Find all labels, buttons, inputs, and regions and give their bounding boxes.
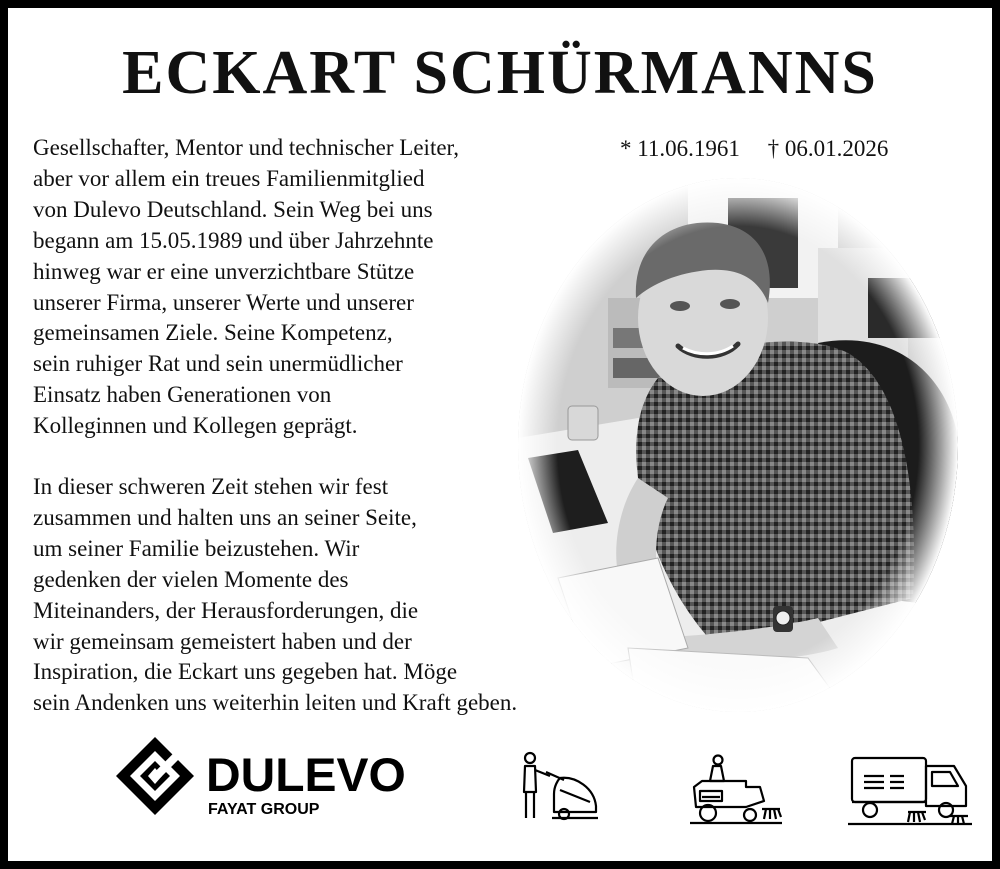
- life-dates: [620, 136, 888, 162]
- sweeper-truck-icon: [848, 752, 973, 826]
- walk-behind-scrubber-icon: [516, 750, 600, 822]
- obituary-notice: [8, 8, 992, 861]
- logo-wordmark: DULEVO: [206, 748, 406, 801]
- portrait-photo: [518, 178, 958, 713]
- tribute-paragraph-2: In dieser schweren Zeit stehen wir fest zusammen und halten uns an seiner Seite, um seiner Familie beizustehen. Wir gedenken der vielen Momente des Miteinanders, der Herausforderungen, die wir gemeinsam gemeistert haben und der Inspiration, die Eckart uns gegeben hat. Möge sein Andenken uns weiterhin leiten und Kraft geben.: [33, 474, 518, 716]
- deceased-name: ECKART SCHÜRMANNS: [122, 39, 878, 107]
- logo-subtitle: FAYAT GROUP: [208, 801, 320, 818]
- birth-date: * 11.06.1961: [620, 136, 740, 161]
- death-date: † 06.01.2026: [767, 136, 889, 161]
- ride-on-sweeper-icon: [688, 753, 783, 825]
- dulevo-logo: [114, 733, 434, 823]
- dulevo-emblem-icon: [114, 735, 196, 817]
- tribute-paragraph-1: Gesellschafter, Mentor und technischer Leiter, aber vor allem ein treues Familienmitglied von Dulevo Deutschland. Sein Weg bei uns begann am 15.05.1989 und über Jahrzehnte hinweg war er eine unverzichtbare Stütze unserer Firma, unserer Werte und unserer gemeinsamen Ziele. Seine Kompetenz, sein ruhiger Rat und sein unermüdlicher Einsatz haben Generationen von Kolleginnen und Kollegen geprägt.: [33, 135, 460, 439]
